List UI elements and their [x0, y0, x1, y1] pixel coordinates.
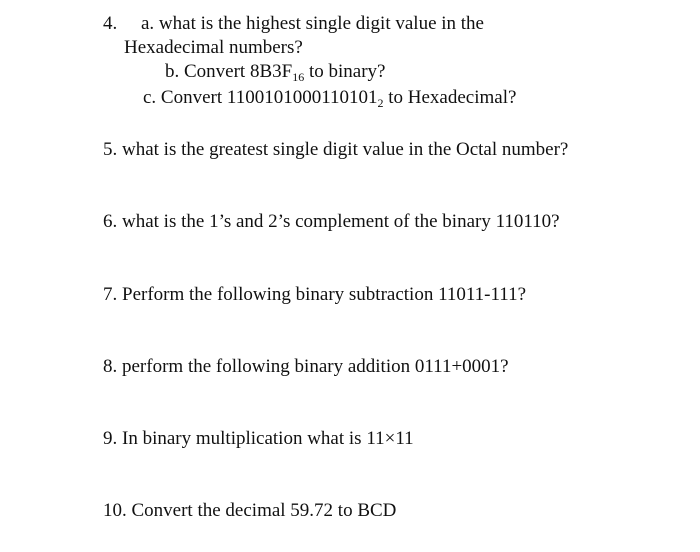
question-4a-line-1: a. what is the highest single digit value in the [141, 13, 484, 34]
question-4c-suffix: to Hexadecimal? [383, 87, 517, 108]
question-4a-line-2: Hexadecimal numbers? [124, 37, 303, 58]
question-7: 7. Perform the following binary subtraction 11011-111? [103, 284, 527, 305]
question-9: 9. In binary multiplication what is 11×11 [103, 428, 414, 449]
question-4b-suffix: to binary? [304, 61, 386, 82]
question-8: 8. perform the following binary addition 0111+0001? [103, 356, 509, 377]
question-4b-base-subscript: 16 [292, 70, 305, 84]
question-10: 10. Convert the decimal 59.72 to BCD [103, 500, 397, 521]
question-4c-base-subscript: 2 [377, 96, 384, 110]
question-4b [165, 60, 385, 84]
question-6: 6. what is the 1’s and 2’s complement of the binary 110110? [103, 211, 560, 232]
question-4-number: 4. [103, 13, 118, 34]
question-4b-prefix: b. Convert 8B3F [165, 61, 293, 82]
question-4c-prefix: c. Convert 1100101000110101 [143, 87, 378, 108]
question-4c [143, 86, 516, 110]
question-5: 5. what is the greatest single digit value in the Octal number? [103, 139, 569, 160]
